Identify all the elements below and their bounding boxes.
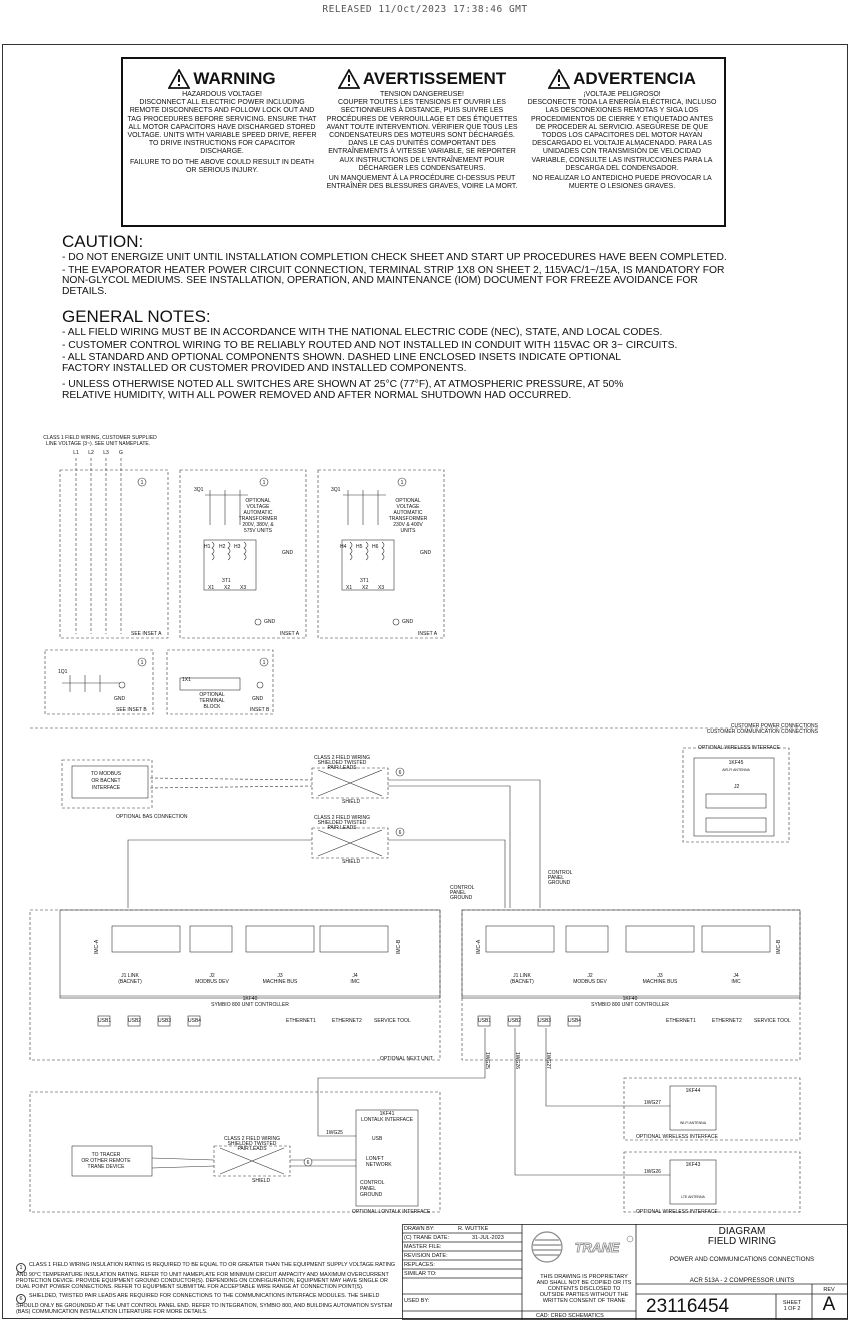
terminal-label: BLOCK <box>203 704 221 710</box>
conn-label: MODBUS DEV <box>195 979 229 985</box>
x-label: X1 <box>346 585 353 591</box>
sheet-info <box>780 1300 804 1312</box>
note-ref: 1 <box>400 480 404 486</box>
opt-xfmr: VOLTAGE <box>396 504 420 510</box>
wire-label: 1WG26 <box>644 1169 661 1175</box>
h-label: H1 <box>204 544 211 550</box>
warning-spanish <box>526 69 718 193</box>
kf40-label: 1KF40 <box>622 996 638 1002</box>
note-ref: 6 <box>398 770 402 776</box>
cust-comm-label: CUSTOMER COMMUNICATION CONNECTIONS <box>706 729 818 735</box>
lonft-label: LON/FT <box>366 1156 384 1162</box>
class2-label: SHIELDED TWISTED <box>227 1141 277 1147</box>
conn-label: J4 <box>733 973 739 979</box>
note-ref: 1 <box>140 480 144 486</box>
shield-label: SHIELD <box>342 859 361 865</box>
h-label: H2 <box>219 544 226 550</box>
diagram-title <box>638 1227 846 1247</box>
antenna-label: AIR-FI ANTENNA <box>722 768 750 772</box>
replaces-label: REPLACES: <box>404 1262 435 1268</box>
class2-label: PAIR LEADS <box>237 1146 267 1152</box>
ctrl-gnd-label: PANEL <box>360 1186 377 1192</box>
opt-xfmr: OPTIONAL <box>395 498 421 504</box>
kf44-label: 1KF44 <box>685 1088 701 1094</box>
opt-xfmr: TRANSFORMER <box>388 516 428 522</box>
port-label: USB1 <box>478 1018 492 1024</box>
warning-consequence: UN MANQUEMENT À LA PROCÉDURE CI-DESSUS PEUT ENTRAÎNER DES BLESSURES GRAVES, VOIRE LA MORT. <box>326 175 518 191</box>
ctrl-gnd-label: CONTROL <box>360 1180 385 1186</box>
see-inset-b: SEE INSET B <box>116 707 147 713</box>
conn-label: J3 <box>277 973 283 979</box>
note-ref: 6 <box>306 1160 310 1166</box>
xfmr-volts: 575V UNITS <box>243 528 273 534</box>
usb-label: USB <box>372 1136 383 1142</box>
kf40-label: 1KF40 <box>242 996 258 1002</box>
cust-power-label: CUSTOMER POWER CONNECTIONS <box>730 723 818 729</box>
class2-label: CLASS 2 FIELD WIRING <box>223 1136 281 1142</box>
rev-label: REV <box>823 1287 835 1293</box>
trane-logo-icon <box>527 1230 635 1264</box>
trane-date-label: (C) TRANE DATE: <box>404 1235 450 1241</box>
x-label: X2 <box>362 585 369 591</box>
wiring-schematic <box>0 430 850 1220</box>
port-label: ETHERNET2 <box>712 1018 742 1024</box>
terminal-label: OPTIONAL <box>199 692 225 698</box>
xfmr-volts: 200V, 380V, & <box>242 522 274 528</box>
terminal-label: TERMINAL <box>199 698 225 704</box>
opt-xfmr: OPTIONAL <box>245 498 271 504</box>
terminal-label: 1X1 <box>182 677 191 683</box>
port-label: ETHERNET1 <box>666 1018 696 1024</box>
warning-subtitle: HAZARDOUS VOLTAGE! <box>182 91 262 98</box>
field-wiring-label: FIELD WIRING <box>707 1236 777 1247</box>
modbus-label: OR BACNET <box>91 778 121 784</box>
transformer-label: 3T1 <box>360 578 369 584</box>
trane-date: 31-JUL-2023 <box>472 1235 504 1241</box>
port-label: ETHERNET2 <box>332 1018 362 1024</box>
ctrl-gnd-label: CONTROL <box>548 870 573 876</box>
ctrl-gnd-label: PANEL <box>450 890 467 896</box>
port-label: USB3 <box>158 1018 172 1024</box>
port-label: SERVICE TOOL <box>754 1018 791 1024</box>
warning-subtitle: TENSION DANGEREUSE! <box>379 91 464 98</box>
lonft-label: NETWORK <box>366 1162 392 1168</box>
rev-value: A <box>822 1294 836 1315</box>
port-label: USB1 <box>98 1018 112 1024</box>
footnote-text: SHIELDED, TWISTED PAIR LEADS ARE REQUIRED FOR CONNECTIONS TO THE COMMUNICATIONS INTERFACE MODULES. THE SHIELD SHOULD ONLY BE GROUNDED AT THE UNIT CONTROL PANEL END. REFER TO INTEGRATION, SYMBIO 800, AND BUILDING AUTOMATION SYSTEM (BAS) COMMUNICATION INSTALLATION LITERATURE FOR MORE DETAILS. <box>16 1293 393 1315</box>
imc-label: IMC-A <box>476 939 482 954</box>
master-file-label: MASTER FILE: <box>404 1244 442 1250</box>
phase-label: L2 <box>88 450 94 456</box>
x-label: X1 <box>208 585 215 591</box>
revision-date-label: REVISION DATE: <box>404 1253 448 1259</box>
trane-logo-text: TRANE <box>574 1240 620 1255</box>
diagram-subtitle: POWER AND COMMUNICATIONS CONNECTIONS <box>669 1256 815 1263</box>
class2-label: PAIR LEADS <box>327 765 357 771</box>
x-label: X3 <box>240 585 247 591</box>
modbus-label: INTERFACE <box>91 785 121 791</box>
conn-label: J2 <box>587 973 593 979</box>
wire-label: 1WG25 <box>326 1130 343 1136</box>
class2-label: SHIELDED TWISTED <box>317 760 367 766</box>
class1-label-2: LINE VOLTAGE (3~). SEE UNIT NAMEPLATE. <box>45 441 151 447</box>
port-label: USB4 <box>568 1018 582 1024</box>
note-ref: 6 <box>398 830 402 836</box>
conn-label: J2 <box>209 973 215 979</box>
drawing-number: 23116454 <box>646 1296 730 1317</box>
h-label: H3 <box>234 544 241 550</box>
cad-label: CAD: CREO SCHEMATICS <box>536 1313 604 1319</box>
sheet-number: 1 OF 2 <box>783 1306 801 1312</box>
shield-label: SHIELD <box>342 799 361 805</box>
breaker-label: 3Q1 <box>194 487 204 493</box>
warning-text: DISCONNECT ALL ELECTRIC POWER INCLUDING REMOTE DISCONNECTS AND FOLLOW LOCK OUT AND TAG PROCEDURES BEFORE SERVICING. ENSURE THAT ALL MOTOR CAPACITORS HAVE DISCHARGED STORED VOLTAGE. UNITS WITH VARIABLE SPEED DRIVE, REFER TO DRIVE INSTRUCTIONS FOR CAPACITOR DISCHARGE. <box>127 99 317 156</box>
class2-label: CLASS 2 FIELD WIRING <box>313 755 371 761</box>
gnd-label: GND <box>282 550 294 556</box>
port-label: USB2 <box>508 1018 522 1024</box>
general-notes-heading: GENERAL NOTES: <box>62 307 211 326</box>
gnd-label: GND <box>114 696 126 702</box>
warning-english <box>127 69 317 177</box>
opt-bas-label: OPTIONAL BAS CONNECTION <box>116 814 188 820</box>
warning-text: COUPER TOUTES LES TENSIONS ET OUVRIR LES SECTIONNEURS À DISTANCE, PUIS SUIVRE LES PROCÉDURES DE VERROUILLAGE ET DES ÉTIQUETTES AVANT TOUTE INTERVENTION. VÉRIFIER QUE TOUS LES CONDENSATEURS DES MOTEURS SONT DÉCHARGÉS. DANS LE CAS D'UNITÉS COMPORTANT DES ENTRAÎNEMENTS À VITESSE VARIABLE, SE REPORTER AUX INSTRUCTIONS DE L'ENTRAÎNEMENT POUR DÉCHARGER LES CONDENSATEURS. <box>326 99 518 172</box>
opt-wireless-label: OPTIONAL WIRELESS INTERFACE <box>698 745 780 751</box>
caution-item: - DO NOT ENERGIZE UNIT UNTIL INSTALLATION COMPLETION CHECK SHEET AND START UP PROCEDURES HAVE BEEN COMPLETED. <box>62 252 727 263</box>
h-label: H4 <box>340 544 347 550</box>
opt-xfmr: VOLTAGE <box>246 504 270 510</box>
xfmr-volts: 230V & 400V <box>393 522 423 528</box>
imc-label: IMC-B <box>396 939 402 954</box>
general-note-item: - CUSTOMER CONTROL WIRING TO BE RELIABLY ROUTED AND NOT INSTALLED IN CONDUIT WITH 115VAC OR 3~ CIRCUITS. <box>62 339 678 351</box>
warning-triangle-icon <box>338 69 360 89</box>
opt-xfmr: AUTOMATIC <box>243 510 273 516</box>
drawn-by-label: DRAWN BY: <box>404 1226 435 1232</box>
release-stamp: RELEASED 11/Oct/2023 17:38:46 GMT <box>322 4 528 15</box>
general-note-item: - ALL FIELD WIRING MUST BE IN ACCORDANCE WITH THE NATIONAL ELECTRIC CODE (NEC), STATE, AND LOCAL CODES. <box>62 327 663 338</box>
breaker-label: 1Q1 <box>58 669 68 675</box>
note-ref: 1 <box>262 660 266 666</box>
model-label: ACR 513A - 2 COMPRESSOR UNITS <box>689 1277 795 1284</box>
port-label: USB4 <box>188 1018 202 1024</box>
general-notes-list <box>62 328 832 403</box>
transformer-label: 3T1 <box>222 578 231 584</box>
port-label: SERVICE TOOL <box>374 1018 411 1024</box>
class1-label: CLASS 1 FIELD WIRING, CUSTOMER SUPPLIED <box>43 435 157 441</box>
footnote-number: 6 <box>16 1294 26 1304</box>
gnd-label: GND <box>252 696 264 702</box>
kf45-label: 1KF45 <box>728 760 744 766</box>
gnd-label: GND <box>420 550 432 556</box>
opt-next-label: OPTIONAL NEXT UNIT <box>380 1056 433 1062</box>
phase-label: L3 <box>103 450 109 456</box>
tracer-label: TO TRACER <box>91 1152 121 1158</box>
general-note-item: - ALL STANDARD AND OPTIONAL COMPONENTS SHOWN. DASHED LINE ENCLOSED INSETS INDICATE OPTIONAL FACTORY INSTALLED OR CUSTOMER PROVIDED AND INSTALLED COMPONENTS. <box>62 352 621 374</box>
inset-b-label: INSET B <box>250 707 270 713</box>
conn-label: (BACNET) <box>118 979 142 985</box>
class2-label: SHIELDED TWISTED <box>317 820 367 826</box>
footnote-number: 1 <box>16 1263 26 1273</box>
port-label: USB2 <box>128 1018 142 1024</box>
proprietary-notice: THIS DRAWING IS PROPRIETARY AND SHALL NOT BE COPIED OR ITS CONTENTS DISCLOSED TO OUTSIDE PARTIES WITHOUT THE WRITTEN CONSENT OF TRANE <box>536 1274 632 1304</box>
opt-xfmr: TRANSFORMER <box>238 516 278 522</box>
phase-label: G <box>119 450 123 456</box>
x-label: X2 <box>224 585 231 591</box>
conn-label: J1 LINK <box>513 973 531 979</box>
h-label: H5 <box>356 544 363 550</box>
general-note-item: - UNLESS OTHERWISE NOTED ALL SWITCHES ARE SHOWN AT 25°C (77°F), AT ATMOSPHERIC PRESSURE, AT 50% RELATIVE HUMIDITY, WITH ALL POWER REMOVED AND AFTER NORMAL SHUTDOWN HAD OCCURRED. <box>62 379 624 401</box>
inset-a-label: INSET A <box>418 631 438 637</box>
warning-consequence: FAILURE TO DO THE ABOVE COULD RESULT IN DEATH OR SERIOUS INJURY. <box>130 158 314 174</box>
tracer-label: OR OTHER REMOTE <box>81 1158 131 1164</box>
warning-box <box>121 57 726 227</box>
phase-label: L1 <box>73 450 79 456</box>
note-ref: 1 <box>262 480 266 486</box>
conn-label: J3 <box>657 973 663 979</box>
ctrl-gnd-label: CONTROL <box>450 885 475 891</box>
warning-consequence: NO REALIZAR LO ANTEDICHO PUEDE PROVOCAR LA MUERTE O LESIONES GRAVES. <box>532 175 712 191</box>
ctrl-gnd-label: GROUND <box>360 1192 383 1198</box>
kf43-label: 1KF43 <box>685 1162 701 1168</box>
shield-label: SHIELD <box>252 1178 271 1184</box>
modbus-label: TO MODBUS <box>90 771 122 777</box>
tracer-label: TRANE DEVICE <box>87 1164 125 1170</box>
wifi-antenna-label: WI-FI ANTENNA <box>679 1121 707 1125</box>
breaker-label: 3Q1 <box>331 487 341 493</box>
conn-label: MACHINE BUS <box>642 979 678 985</box>
footnote <box>16 1263 396 1290</box>
lte-antenna-label: LTE ANTENNA <box>681 1195 705 1199</box>
ctrl-gnd-label: PANEL <box>548 875 565 881</box>
warning-title: ADVERTENCIA <box>573 69 696 88</box>
warning-text: DESCONECTE TODA LA ENERGÍA ELÉCTRICA, INCLUSO LAS DESCONEXIONES REMOTAS Y SIGA LOS PROCEDIMIENTOS DE CIERRE Y ETIQUETADO ANTES DE PROCEDER AL SERVICIO. ASEGÚRESE DE QUE TODOS LOS CAPACITORES DEL MOTOR HAYAN DESCARGADO EL VOLTAJE ALMACENADO. PARA LAS UNIDADES CON TRANSMISIÓN DE VELOCIDAD VARIABLE, CONSULTE LAS INSTRUCCIONES PARA LA DESCARGA DEL CONDENSADOR. <box>527 99 717 172</box>
conn-label: MACHINE BUS <box>262 979 298 985</box>
wire-label: 1WG27 <box>644 1100 661 1106</box>
conn-label: MODBUS DEV <box>573 979 607 985</box>
port-label: ETHERNET1 <box>286 1018 316 1024</box>
opt-wireless-label: OPTIONAL WIRELESS INTERFACE <box>636 1209 718 1215</box>
warning-french <box>326 69 518 193</box>
drawn-by: R. WUTTKE <box>458 1226 489 1232</box>
ctrl-gnd-label: GROUND <box>450 895 473 901</box>
caution-list <box>62 253 832 299</box>
warning-triangle-icon <box>168 69 190 89</box>
symbio-label: SYMBIO 800 UNIT CONTROLLER <box>211 1002 289 1008</box>
wire-label: 1WG26 <box>514 1052 520 1069</box>
similar-to-label: SIMILAR TO: <box>404 1271 437 1277</box>
diagram-label: DIAGRAM <box>718 1226 766 1237</box>
kf41-label: LONTALK INTERFACE <box>361 1117 413 1123</box>
warning-title: WARNING <box>193 69 276 88</box>
opt-xfmr: AUTOMATIC <box>393 510 423 516</box>
x-label: X3 <box>378 585 385 591</box>
opt-lon-label: OPTIONAL LONTALK INTERFACE <box>352 1209 431 1215</box>
gnd-label: GND <box>264 619 276 625</box>
symbio-label: SYMBIO 800 UNIT CONTROLLER <box>591 1002 669 1008</box>
see-inset-a: SEE INSET A <box>131 631 162 637</box>
h-label: H6 <box>372 544 379 550</box>
wire-label: 1WG27 <box>545 1052 551 1069</box>
opt-wireless-label: OPTIONAL WIRELESS INTERFACE <box>636 1134 718 1140</box>
caution-item: - THE EVAPORATOR HEATER POWER CIRCUIT CONNECTION, TERMINAL STRIP 1X8 ON SHEET 2, 115VAC/1~/15A, IS MANDATORY FOR NON-GLYCOL MEDIUMS. SEE INSTALLATION, OPERATION, AND MAINTENANCE (IOM) DOCUMENT FOR FREEZE AVOIDANCE FOR DETAILS. <box>62 264 725 297</box>
conn-label: J4 <box>352 973 358 979</box>
port-label: USB3 <box>538 1018 552 1024</box>
gnd-label: GND <box>402 619 414 625</box>
wire-label: 1WG25 <box>484 1052 490 1069</box>
warning-subtitle: ¡VOLTAJE PELIGROSO! <box>583 91 661 98</box>
imc-label: IMC-A <box>94 939 100 954</box>
warning-triangle-icon <box>548 69 570 89</box>
ctrl-gnd-label: GROUND <box>548 880 571 886</box>
kf41-label: 1KF41 <box>379 1111 395 1117</box>
j2-label: J2 <box>734 784 740 790</box>
conn-label: IMC <box>350 979 360 985</box>
class2-label: PAIR LEADS <box>327 825 357 831</box>
conn-label: (BACNET) <box>510 979 534 985</box>
footnote <box>16 1294 396 1316</box>
class2-label: CLASS 2 FIELD WIRING <box>313 815 371 821</box>
inset-a-label: INSET A <box>280 631 300 637</box>
imc-label: IMC-B <box>776 939 782 954</box>
warning-title: AVERTISSEMENT <box>362 69 507 88</box>
conn-label: IMC <box>731 979 741 985</box>
xfmr-volts: UNITS <box>400 528 416 534</box>
used-by-label: USED BY: <box>404 1298 430 1304</box>
note-ref: 1 <box>140 660 144 666</box>
conn-label: J1 LINK <box>121 973 139 979</box>
caution-heading: CAUTION: <box>62 232 144 251</box>
footnote-text: CLASS 1 FIELD WIRING INSULATION RATING IS REQUIRED TO BE EQUAL TO OR GREATER THAN THE EQUIPMENT SUPPLY VOLTAGE RATING AND 90°C TEMPERATURE INSULATION RATING. REFER TO UNIT NAMEPLATE FOR MINIMUM CIRCUIT AMPACITY AND MAXIMUM OVERCURRENT PROTECTION DEVICE. PROVIDE EQUIPMENT GROUND CONDUCTOR(S). DEPENDING ON CONFIGURATION, EQUIPMENT MAY HAVE SINGLE OR DUAL POINT POWER CONNECTIONS. REFER TO EQUIPMENT SUBMITTAL FOR ACCEPTABLE WIRE RANGE AT CONNECTION POINT(S). <box>16 1262 396 1290</box>
sheet-label: SHEET <box>782 1300 802 1306</box>
